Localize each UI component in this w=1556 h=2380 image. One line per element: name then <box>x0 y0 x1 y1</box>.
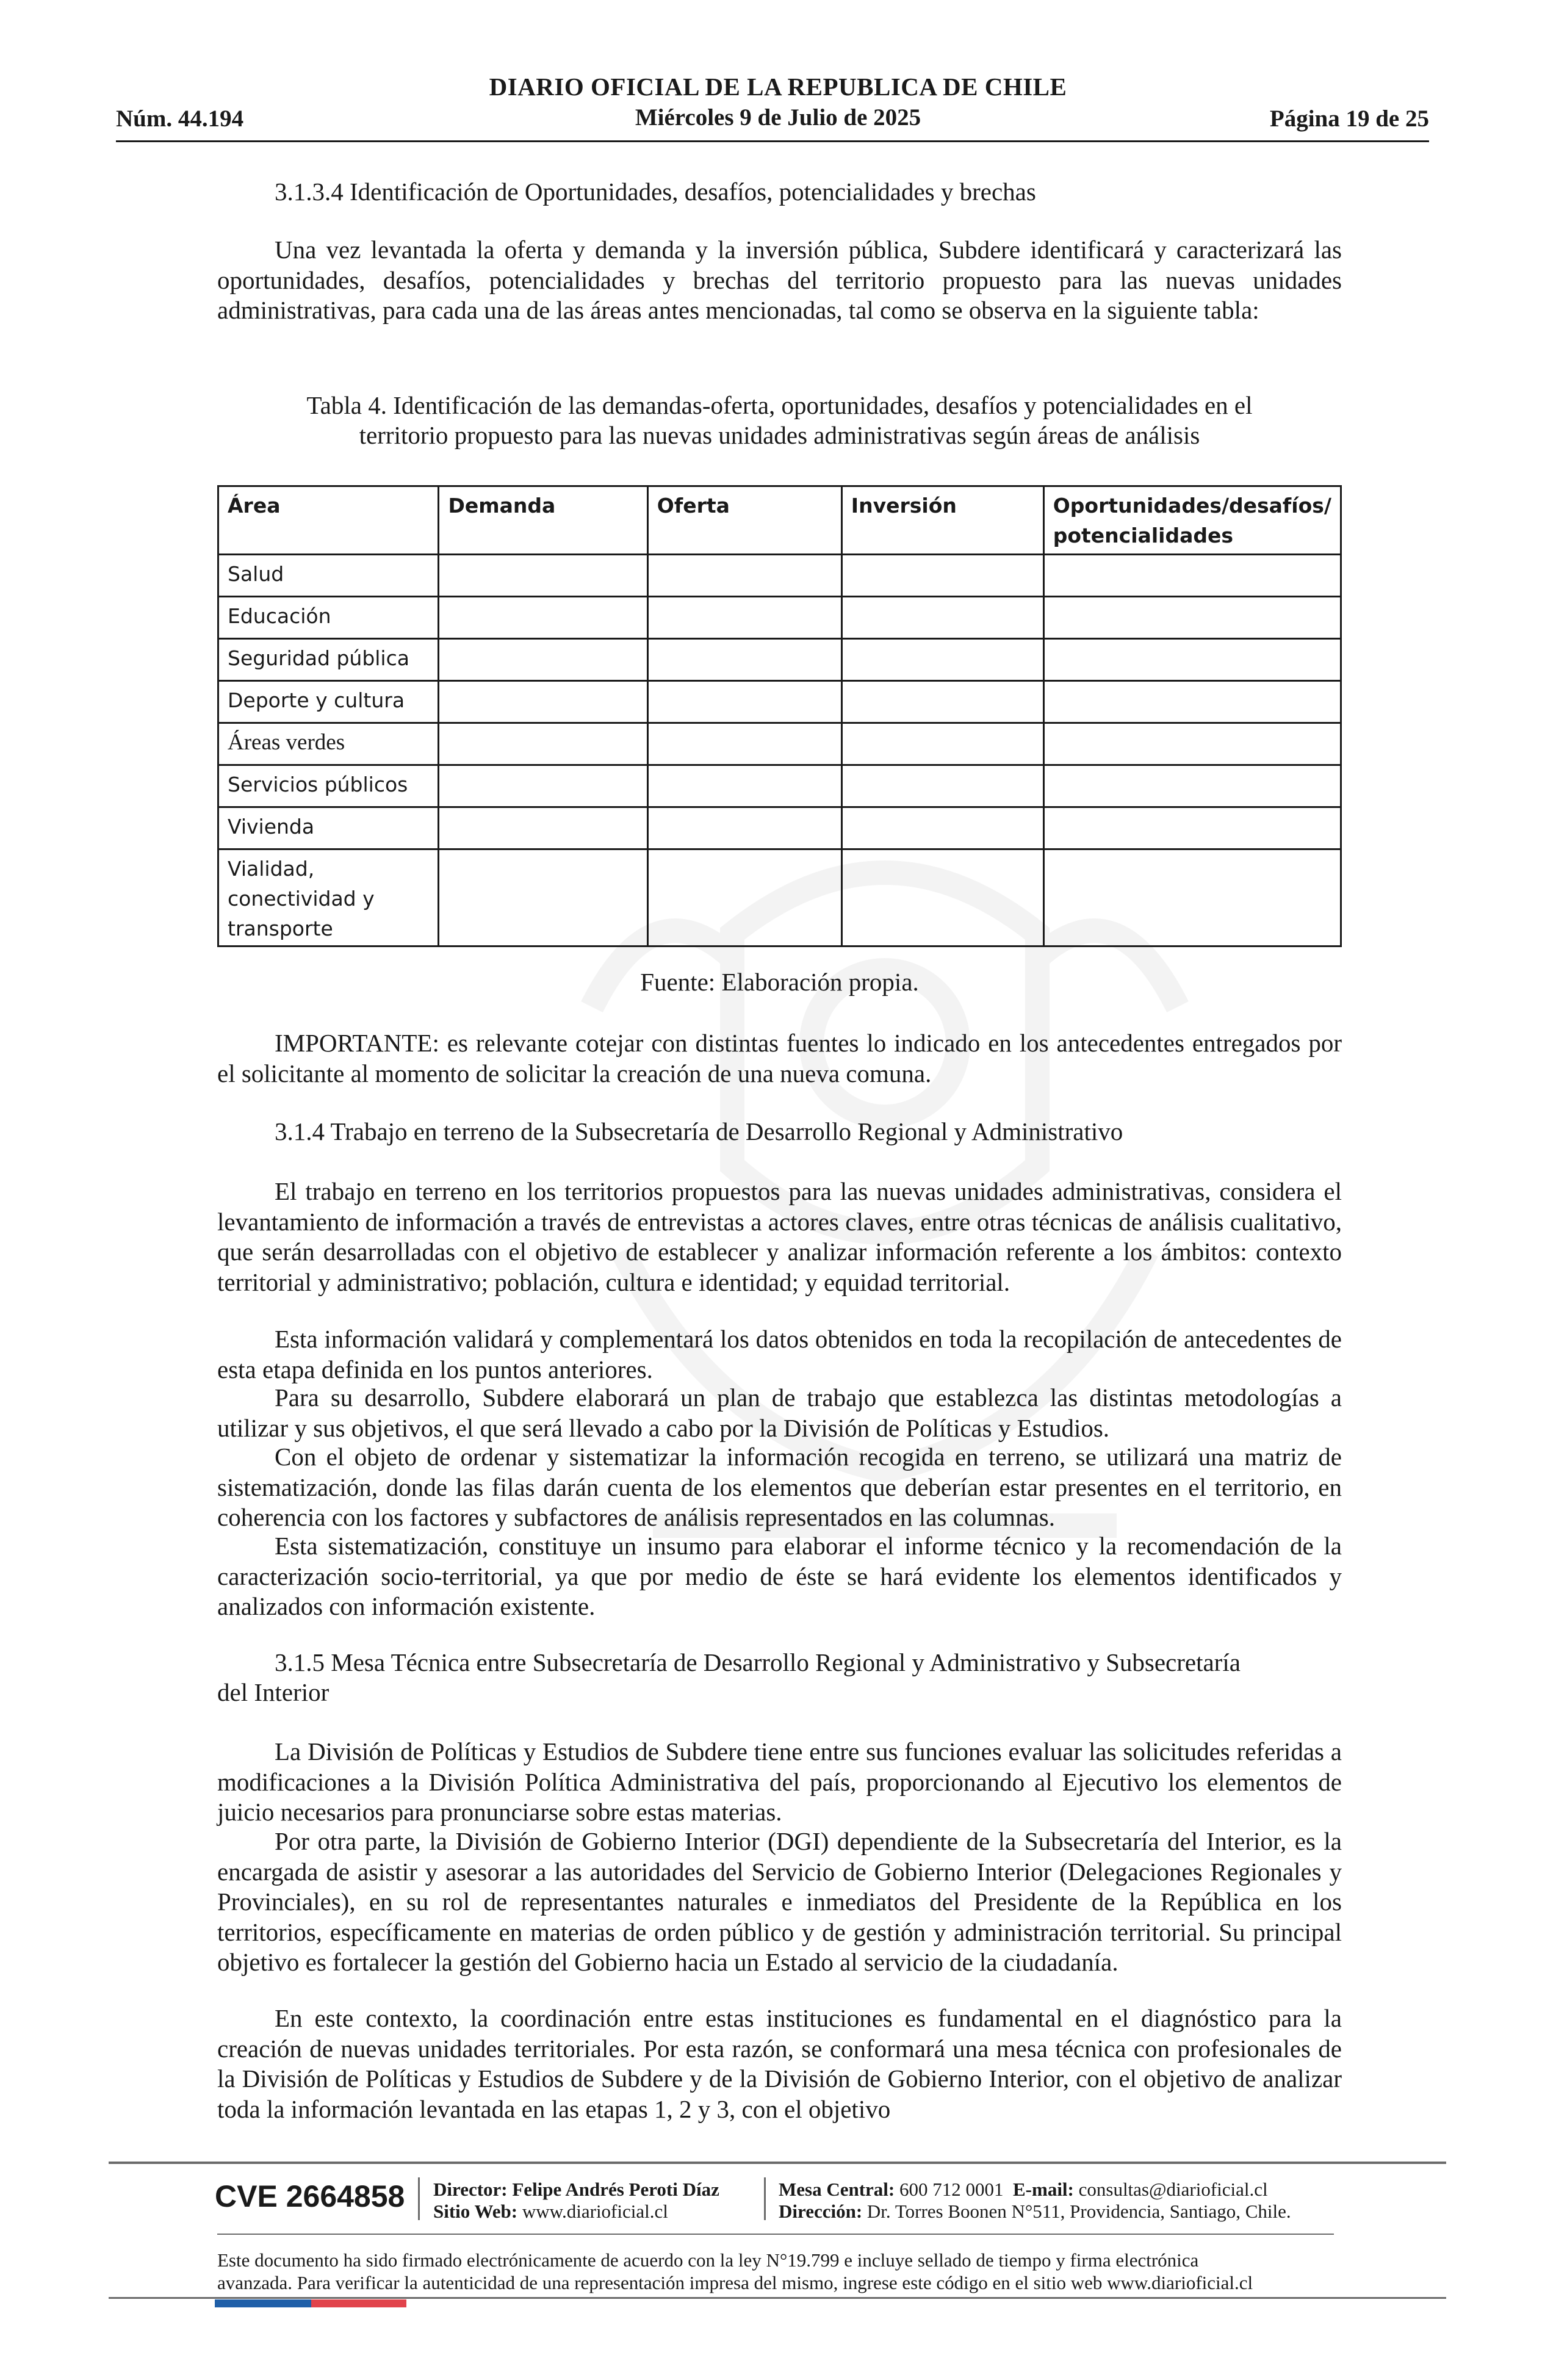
table-cell <box>439 555 647 597</box>
email-link[interactable]: consultas@diarioficial.cl <box>1078 2179 1268 2200</box>
flag-bar-red <box>311 2299 406 2307</box>
paragraph: Con el objeto de ordenar y sistematizar la información recogida en terreno, se utilizará una matriz de sistematización, donde las filas darán cuenta de los elementos que deberían estar presentes en el territorio, en coherencia con los factores y subfactores de análisis representados en las columnas. <box>217 1443 1342 1531</box>
paragraph: Por otra parte, la División de Gobierno Interior (DGI) dependiente de la Subsecretaría del Interior, es la encargada de asistir y asesorar a las autoridades del Servicio de Gobierno Interior (Delegaciones Regionales y Provinciales), en su rol de representantes naturales e inmediatos del Presidente de la República en los territorios, específicamente en materias de orden público y de gestión y administración territorial. Su principal objetivo es fortalecer la gestión del Gobierno hacia un Estado al servicio de la ciudadanía. <box>217 1827 1342 1976</box>
cve-code: CVE 2664858 <box>215 2179 405 2213</box>
footer-separator <box>764 2177 766 2220</box>
section-heading-315: 3.1.5 Mesa Técnica entre Subsecretaría de Desarrollo Regional y Administrativo y Subsecretaría <box>275 1648 1241 1676</box>
issue-date: Miércoles 9 de Julio de 2025 <box>635 104 921 131</box>
website-link[interactable]: www.diarioficial.cl <box>522 2201 668 2222</box>
table-cell <box>841 681 1043 723</box>
table-cell <box>841 765 1043 807</box>
table-cell <box>647 597 841 639</box>
column-header-inversion: Inversión <box>841 486 1043 555</box>
table-cell <box>647 639 841 681</box>
paragraph: Para su desarrollo, Subdere elaborará un plan de trabajo que establezca las distintas metodologías a utilizar y sus objetivos, el que será llevado a cabo por la División de Políticas y Estudios. <box>217 1383 1342 1442</box>
table-cell <box>841 807 1043 849</box>
table-cell <box>439 723 647 765</box>
page-number: Página 19 de 25 <box>1269 106 1429 132</box>
table-row <box>218 681 1341 723</box>
column-header-demanda: Demanda <box>439 486 647 555</box>
paragraph: Esta información validará y complementará los datos obtenidos en toda la recopilación de antecedentes de esta etapa definida en los puntos anteriores. <box>217 1325 1342 1383</box>
table-cell <box>647 765 841 807</box>
header-divider <box>116 140 1429 142</box>
footer-director: Director: Felipe Andrés Peroti Díaz Sitio Web: www.diarioficial.cl <box>433 2179 719 2222</box>
section-heading-314: 3.1.4 Trabajo en terreno de la Subsecretaría de Desarrollo Regional y Administrativo <box>275 1117 1123 1145</box>
table-cell <box>647 555 841 597</box>
signature-notice: Este documento ha sido firmado electrónicamente de acuerdo con la ley N°19.799 e incluye sellado de tiempo y firma electrónica avanzada. Para verificar la autenticidad de una representación impresa del mismo, ingrese este código en el sitio web www.diarioficial.cl <box>217 2249 1253 2293</box>
analysis-areas-table <box>217 485 1342 947</box>
area-cell: Áreas verdes <box>218 723 439 765</box>
table-row <box>218 849 1341 947</box>
table-cell <box>841 849 1043 947</box>
table-cell <box>439 639 647 681</box>
table-cell <box>439 765 647 807</box>
table-caption-line1: Tabla 4. Identificación de las demandas-oferta, oportunidades, desafíos y potencialidades en el <box>306 391 1253 419</box>
table-row <box>218 723 1341 765</box>
column-header-oportunidades: Oportunidades/desafíos/ potencialidades <box>1043 486 1341 555</box>
table-caption-line2: territorio propuesto para las nuevas unidades administrativas según áreas de análisis <box>359 421 1200 449</box>
table-cell <box>1043 681 1341 723</box>
flag-bar-blue <box>215 2299 311 2307</box>
section-heading-3134: 3.1.3.4 Identificación de Oportunidades, desafíos, potencialidades y brechas <box>275 178 1036 206</box>
newspaper-title: DIARIO OFICIAL DE LA REPUBLICA DE CHILE <box>489 73 1067 101</box>
paragraph: El trabajo en terreno en los territorios propuestos para las nuevas unidades administrativas, considera el levantamiento de información a través de entrevistas a actores claves, entre otras técnicas de análisis cualitativo, que serán desarrolladas con el objetivo de establecer y analizar información referente a los ámbitos: contexto territorial y administrativo; población, cultura e identidad; y equidad territorial. <box>217 1177 1342 1296</box>
table-cell <box>841 639 1043 681</box>
table-row <box>218 639 1341 681</box>
table-row <box>218 555 1341 597</box>
footer-bottom-rule <box>109 2297 1446 2299</box>
table-cell <box>439 849 647 947</box>
area-cell: Vialidad, conectividad y transporte <box>218 849 439 947</box>
paragraph: En este contexto, la coordinación entre estas instituciones es fundamental en el diagnóstico para la creación de nuevas unidades territoriales. Por esta razón, se conformará una mesa técnica con profesionales de la División de Políticas y Estudios de Subdere y de la División de Gobierno Interior, con el objetivo de analizar toda la información levantada en las etapas 1, 2 y 3, con el objetivo <box>217 2004 1342 2123</box>
paragraph: La División de Políticas y Estudios de Subdere tiene entre sus funciones evaluar las solicitudes referidas a modificaciones a la División Política Administrativa del país, proporcionando al Ejecutivo los elementos de juicio necesarios para pronunciarse sobre estas materias. <box>217 1737 1342 1826</box>
table-cell <box>439 597 647 639</box>
issue-number: Núm. 44.194 <box>116 106 244 132</box>
table-row <box>218 765 1341 807</box>
footer-separator <box>418 2177 420 2220</box>
table-row <box>218 807 1341 849</box>
table-row <box>218 597 1341 639</box>
footer-mid-rule <box>217 2234 1334 2235</box>
paragraph: Una vez levantada la oferta y demanda y la inversión pública, Subdere identificará y caracterizará las oportunidades, desafíos, potencialidades y brechas del territorio propuesto para las nuevas unidades administrativas, para cada una de las áreas antes mencionadas, tal como se observa en la siguiente tabla: <box>217 236 1342 324</box>
table-source: Fuente: Elaboración propia. <box>640 968 919 996</box>
table-cell <box>1043 723 1341 765</box>
area-cell: Vivienda <box>218 807 439 849</box>
table-cell <box>1043 597 1341 639</box>
area-cell: Deporte y cultura <box>218 681 439 723</box>
area-cell: Seguridad pública <box>218 639 439 681</box>
table-cell <box>647 807 841 849</box>
column-header-oferta: Oferta <box>647 486 841 555</box>
table-cell <box>841 597 1043 639</box>
table-header-row <box>218 486 1341 555</box>
table-cell <box>647 849 841 947</box>
footer-top-rule <box>109 2162 1446 2164</box>
footer-contact: Mesa Central: 600 712 0001 E-mail: consultas@diarioficial.cl Dirección: Dr. Torres Boonen N°511, Providencia, Santiago, Chile. <box>779 2179 1291 2222</box>
area-cell: Salud <box>218 555 439 597</box>
table-cell <box>1043 849 1341 947</box>
table-cell <box>841 555 1043 597</box>
column-header-area: Área <box>218 486 439 555</box>
table-cell <box>439 807 647 849</box>
table-cell <box>1043 639 1341 681</box>
table-cell <box>1043 555 1341 597</box>
table-cell <box>1043 807 1341 849</box>
table-cell <box>1043 765 1341 807</box>
section-heading-315-line2: del Interior <box>217 1678 330 1706</box>
table-cell <box>841 723 1043 765</box>
area-cell: Educación <box>218 597 439 639</box>
area-cell: Servicios públicos <box>218 765 439 807</box>
paragraph: Esta sistematización, constituye un insumo para elaborar el informe técnico y la recomendación de la caracterización socio-territorial, ya que por medio de éste se hará evidente los elementos identificados y analizados con información existente. <box>217 1532 1342 1620</box>
table-cell <box>439 681 647 723</box>
table-cell <box>647 723 841 765</box>
important-note: IMPORTANTE: es relevante cotejar con distintas fuentes lo indicado en los antecedentes entregados por el solicitante al momento de solicitar la creación de una nueva comuna. <box>217 1029 1342 1087</box>
table-cell <box>647 681 841 723</box>
